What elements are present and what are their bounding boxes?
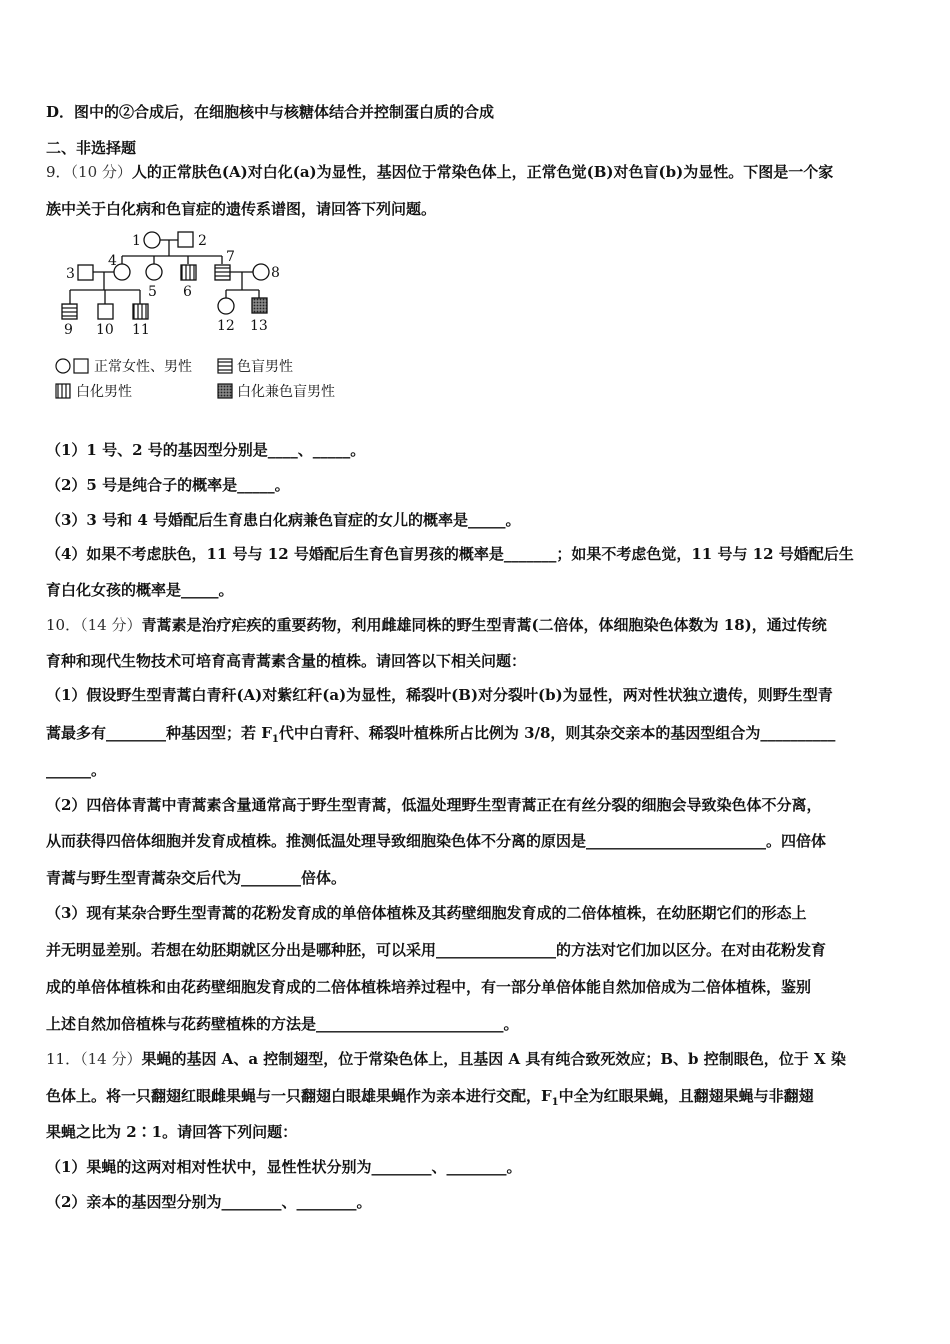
individual-7-colorblind-male bbox=[215, 265, 230, 280]
legend-both-label: 白化兼色盲男性 bbox=[237, 384, 335, 400]
q10-sub2-line1: （2）四倍体青蒿中青蒿素含量通常高于野生型青蒿，低温处理野生型青蒿正在有丝分裂的细胞会导致染色体不分离， bbox=[46, 796, 822, 814]
individual-13-albino-colorblind-male bbox=[252, 298, 267, 313]
q10-sub3-line3: 成的单倍体植株和由花药壁细胞发育成的二倍体植株培养过程中，有一部分单倍体能自然加倍成为二倍体植株，鉴别 bbox=[46, 978, 812, 996]
section-title: 二、非选择题 bbox=[46, 139, 137, 157]
q11-sub1: （1）果蝇的这两对相对性状中，显性性状分别为________、________。 bbox=[46, 1158, 522, 1176]
label-2: 2 bbox=[198, 233, 207, 249]
individual-1-normal-female bbox=[144, 232, 160, 248]
q10-sub1-line3: ______。 bbox=[46, 761, 107, 779]
q10-points: （14 分） bbox=[80, 616, 142, 634]
q10-sub2-line3: 青蒿与野生型青蒿杂交后代为________倍体。 bbox=[46, 869, 347, 887]
individual-6-albino-male bbox=[181, 265, 196, 280]
q11-stem-text: 果蝇的基因 A、a 控制翅型，位于常染色体上，且基因 A 具有纯合致死效应；B、b 控制眼色，位于 X 染 bbox=[141, 1050, 846, 1068]
q10-stem-line1 bbox=[46, 615, 910, 635]
q10-sub3-line2: 并无明显差别。若想在幼胚期就区分出是哪种胚，可以采用________________的方法对它们加以区分。在对由花粉发育 bbox=[46, 941, 827, 959]
individual-9-colorblind-male bbox=[62, 304, 77, 319]
q9-sub4-line1: （4）如果不考虑肤色，11 号与 12 号婚配后生育色盲男孩的概率是_______；如果不考虑色觉，11 号与 12 号婚配后生 bbox=[46, 545, 854, 563]
q9-points: （10 分） bbox=[70, 163, 132, 181]
label-9: 9 bbox=[64, 322, 73, 338]
legend-colorblind-symbol bbox=[218, 359, 232, 373]
q11-stem-line3: 果蝇之比为 2∶1。请回答下列问题： bbox=[46, 1123, 298, 1141]
label-8: 8 bbox=[271, 265, 280, 281]
q10-sub1-line2: 蒿最多有________种基因型；若 $F_1$代中白青秆、稀裂叶植株所占比例为 3/8，则其杂交亲本的基因型组合为__________ bbox=[46, 724, 836, 745]
q9-sub2: （2）5 号是纯合子的概率是_____。 bbox=[46, 476, 290, 494]
q9-stem-line2: 族中关于白化病和色盲症的遗传系谱图，请回答下列问题。 bbox=[46, 200, 437, 218]
pedigree-chart bbox=[52, 226, 292, 342]
legend-female-symbol bbox=[56, 359, 70, 373]
q10-stem-text: 青蒿素是治疗疟疾的重要药物，利用雌雄同株的野生型青蒿(二倍体，体细胞染色体数为 18)，通过传统 bbox=[141, 616, 827, 634]
q10-sub3-line4: 上述自然加倍植株与花药壁植株的方法是_________________________。 bbox=[46, 1015, 519, 1033]
q10-sub1-line1: （1）假设野生型青蒿白青秆(A)对紫红秆(a)为显性，稀裂叶(B)对分裂叶(b)为显性，两对性状独立遗传，则野生型青 bbox=[46, 686, 833, 704]
option-d: D．图中的②合成后，在细胞核中与核糖体结合并控制蛋白质的合成 bbox=[46, 103, 495, 121]
label-10: 10 bbox=[96, 322, 114, 338]
q9-stem-text: 人的正常肤色(A)对白化(a)为显性，基因位于常染色体上，正常色觉(B)对色盲(b)为显性。下图是一个家 bbox=[131, 163, 834, 181]
legend-colorblind-label: 色盲男性 bbox=[237, 359, 293, 375]
q10-stem-line2: 育种和现代生物技术可培育高青蒿素含量的植株。请回答以下相关问题： bbox=[46, 652, 527, 670]
label-4: 4 bbox=[108, 253, 117, 269]
q10-sub3-line1: （3）现有某杂合野生型青蒿的花粉发育成的单倍体植株及其药壁细胞发育成的二倍体植株，在幼胚期它们的形态上 bbox=[46, 904, 807, 922]
q11-stem-line1 bbox=[46, 1049, 910, 1069]
individual-11-albino-male bbox=[133, 304, 148, 319]
q9-stem-line1 bbox=[46, 162, 910, 182]
q11-stem-line2: 色体上。将一只翻翅红眼雌果蝇与一只翻翅白眼雄果蝇作为亲本进行交配，$F_1$中全为红眼果蝇，且翻翅果蝇与非翻翅 bbox=[46, 1087, 814, 1108]
legend-normal-label: 正常女性、男性 bbox=[94, 359, 192, 375]
individual-5-normal-female bbox=[146, 264, 162, 280]
q11-points: （14 分） bbox=[80, 1050, 142, 1068]
label-6: 6 bbox=[183, 284, 192, 300]
label-7: 7 bbox=[226, 249, 235, 265]
label-11: 11 bbox=[132, 322, 150, 338]
legend-male-symbol bbox=[74, 359, 88, 373]
q11-number: 11． bbox=[46, 1050, 81, 1068]
q10-sub2-line2: 从而获得四倍体细胞并发育成植株。推测低温处理导致细胞染色体不分离的原因是________________________。四倍体 bbox=[46, 832, 827, 850]
individual-2-normal-male bbox=[178, 232, 193, 247]
q9-sub4-line2: 育白化女孩的概率是_____。 bbox=[46, 581, 234, 599]
label-13: 13 bbox=[250, 318, 268, 334]
q9-sub1: （1）1 号、2 号的基因型分别是____、_____。 bbox=[46, 441, 366, 459]
individual-12-normal-female bbox=[218, 298, 234, 314]
individual-3-normal-male bbox=[78, 265, 93, 280]
q9-number: 9． bbox=[46, 163, 71, 181]
label-5: 5 bbox=[148, 284, 157, 300]
label-1: 1 bbox=[132, 233, 141, 249]
individual-10-normal-male bbox=[98, 304, 113, 319]
q9-sub3: （3）3 号和 4 号婚配后生育患白化病兼色盲症的女儿的概率是_____。 bbox=[46, 511, 521, 529]
legend-both-symbol bbox=[218, 384, 232, 398]
q11-sub2: （2）亲本的基因型分别为________、________。 bbox=[46, 1193, 372, 1211]
individual-8-normal-female bbox=[253, 264, 269, 280]
pedigree-legend bbox=[52, 352, 352, 404]
legend-albino-label: 白化男性 bbox=[76, 384, 132, 400]
label-3: 3 bbox=[66, 266, 75, 282]
q10-number: 10． bbox=[46, 616, 81, 634]
label-12: 12 bbox=[217, 318, 235, 334]
legend-albino-symbol bbox=[56, 384, 70, 398]
